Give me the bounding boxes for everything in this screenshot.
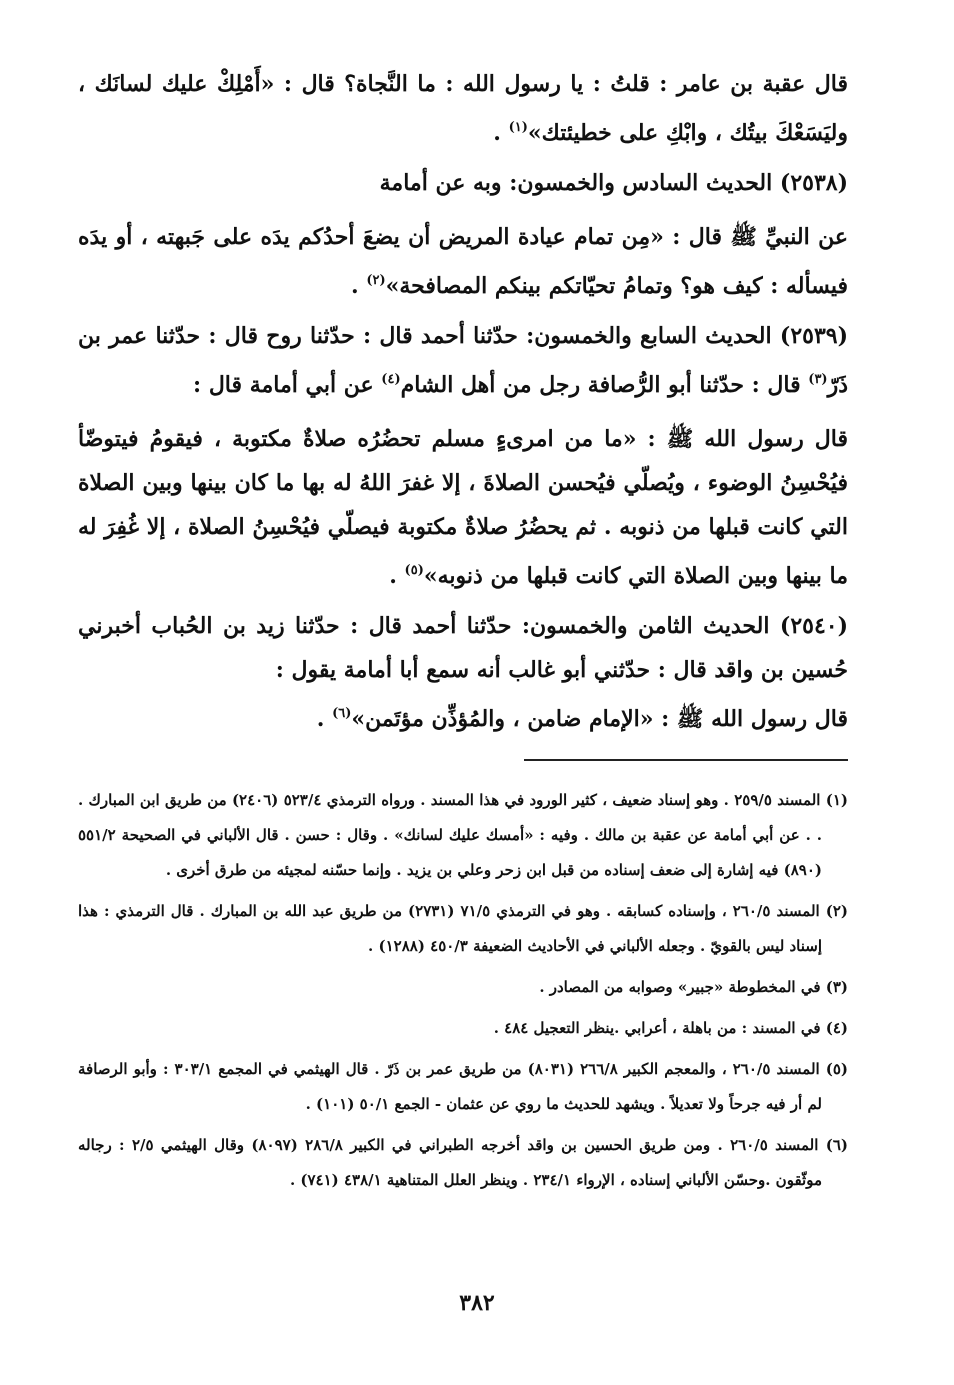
- hadith-2538-end: .: [350, 273, 367, 299]
- main-text: [78, 62, 848, 741]
- hadith-2539-chain-a: حدّثنا أحمد قال : حدّثنا روح قال : حدّثنا عمر بن ذَرّ: [78, 323, 848, 398]
- hadith-2538-text: [78, 215, 848, 308]
- p1-end: .: [493, 120, 509, 146]
- hadith-2540-chain: حدّثنا أحمد قال : حدّثنا زيد بن الحُباب أخبرني حُسين بن واقد قال : حدّثني أبو غالب أنه سمع أبا أمامة يقول :: [78, 613, 848, 683]
- p1-text: قال عقبة بن عامر : قلتُ : يا رسول الله : ما النَّجاة؟ قال : «أَمْلِكْ عليك لسانَك ، وليَسَعْكَ بيتُك ، وابْكِ على خطيئتك»: [78, 71, 848, 146]
- page: [78, 62, 848, 1362]
- hadith-2540-end: .: [316, 706, 333, 732]
- footnote-4: (٤) في المسند : من باهلة ، أعرابي .ينظر التعجيل ٤٨٤ .: [493, 1019, 848, 1037]
- footnote-ref-2: (٢): [366, 273, 386, 288]
- footnote-divider: [524, 759, 848, 761]
- hadith-2538-body: عن النبيِّ ﷺ قال : «مِن تمام عيادة المريض أن يضعَ أحدُكم يدَه على جَبهته ، أو يدَه فيسأله : كيف هو؟ وتمامُ تحيّاتكم بينكم المصافحة»: [78, 224, 848, 299]
- footnote-ref-6: (٦): [332, 706, 352, 721]
- footnote-6: (٦) المسند ٢٦٠/٥ . ومن طريق الحسين بن واقد أخرجه الطبراني في الكبير ٢٨٦/٨ (٨٠٩٧) وقال الهيثمي ٢/٥ : رجاله موثّقون .وحسّن الألباني إسناده ، الإرواء ٢٣٤/١ . وينظر العلل المتناهية ٤٣٨/١ (٧٤١) .: [78, 1136, 848, 1189]
- hadith-2540-body: قال رسول الله ﷺ : «الإمام ضامن ، والمُؤذِّن مؤتَمن»: [351, 706, 848, 732]
- hadith-2540-title: (٢٥٤٠) الحديث الثامن والخمسون:: [521, 613, 848, 639]
- hadith-2539-title: (٢٥٣٩) الحديث السابع والخمسون:: [526, 323, 848, 349]
- footnote-ref-5: (٥): [404, 563, 424, 578]
- hadith-2539-end: .: [389, 563, 405, 589]
- page-number: ٣٨٢: [459, 1290, 495, 1316]
- footnote-1: (١) المسند ٢٥٩/٥ . وهو إسناد ضعيف ، كثير الورود في هذا المسند . ورواه الترمذي ٥٢٣/٤ (٢٤٠٦) من طريق ابن المبارك . . . عن أبي أمامة عن عقبة بن مالك . وفيه : «أمسك عليك لسانك» . وقال : حسن . قال الألباني في الصحيحة ٥٥١/٢ (٨٩٠) فيه إشارة إلى ضعف إسناده من قبل ابن زحر وعلي بن يزيد . وإنما حسّنه لمجيئه من طرق أخرى .: [78, 791, 848, 879]
- hadith-2539-heading: [78, 314, 848, 407]
- hadith-2540-text: [78, 692, 848, 741]
- footnote-5: (٥) المسند ٢٦٠/٥ ، والمعجم الكبير ٢٦٦/٨ (٨٠٣١) من طريق عمر بن ذَرّ . قال الهيثمي في المجمع ٣٠٣/١ : وأبو الرصافة لم أر فيه جرحاً ولا تعديلاً . ويشهد للحديث ما روي عن عثمان - الجمع ٥٠/١ (١٠١) .: [78, 1060, 848, 1113]
- hadith-2539-chain-b: قال : حدّثنا أبو الرُّصافة رجل من أهل الشام: [400, 372, 809, 398]
- footnotes: [78, 783, 848, 1198]
- hadith-2538-heading: [78, 161, 848, 205]
- hadith-2539-body: قال رسول الله ﷺ : «ما من امرىءٍ مسلم تحضُرُه صلاةٌ مكتوبة ، فيقومُ فيتوضّأ فيُحْسِنُ الوضوء ، ويُصلّي فيُحسن الصلاةَ ، إلا غفرَ اللهُ له بها ما كان بينها وبين الصلاة التي كانت قبلها من ذنوبه . ثم يحضُرُ صلاةٌ مكتوبة فيصلّي فيُحْسِنُ الصلاة ، إلا غُفِرَ له ما بينها وبين الصلاة التي كانت قبلها من ذنوبه»: [78, 426, 848, 589]
- footnote-ref-4: (٤): [381, 372, 401, 387]
- footnote-ref-1: (١): [508, 120, 528, 135]
- footnote-ref-3: (٣): [808, 372, 828, 387]
- hadith-2538-chain: وبه عن أمامة: [379, 170, 510, 196]
- paragraph-p1: [78, 62, 848, 155]
- hadith-2539-chain-c: عن أبي أمامة قال :: [193, 372, 382, 398]
- footnote-2: (٢) المسند ٢٦٠/٥ ، وإسناده كسابقه . وهو في الترمذي ٧١/٥ (٢٧٣١) من طريق عبد الله بن المبارك . قال الترمذي : هذا إسناد ليس بالقويّ . وجعله الألباني في الأحاديث الضعيفة ٤٥٠/٣ (١٢٨٨) .: [78, 902, 849, 955]
- footnote-3: (٣) في المخطوطة «جبير» وصوابه من المصادر .: [539, 978, 848, 996]
- hadith-2539-text: [78, 417, 848, 598]
- hadith-2538-title: (٢٥٣٨) الحديث السادس والخمسون:: [509, 170, 848, 196]
- hadith-2540-heading: [78, 604, 848, 692]
